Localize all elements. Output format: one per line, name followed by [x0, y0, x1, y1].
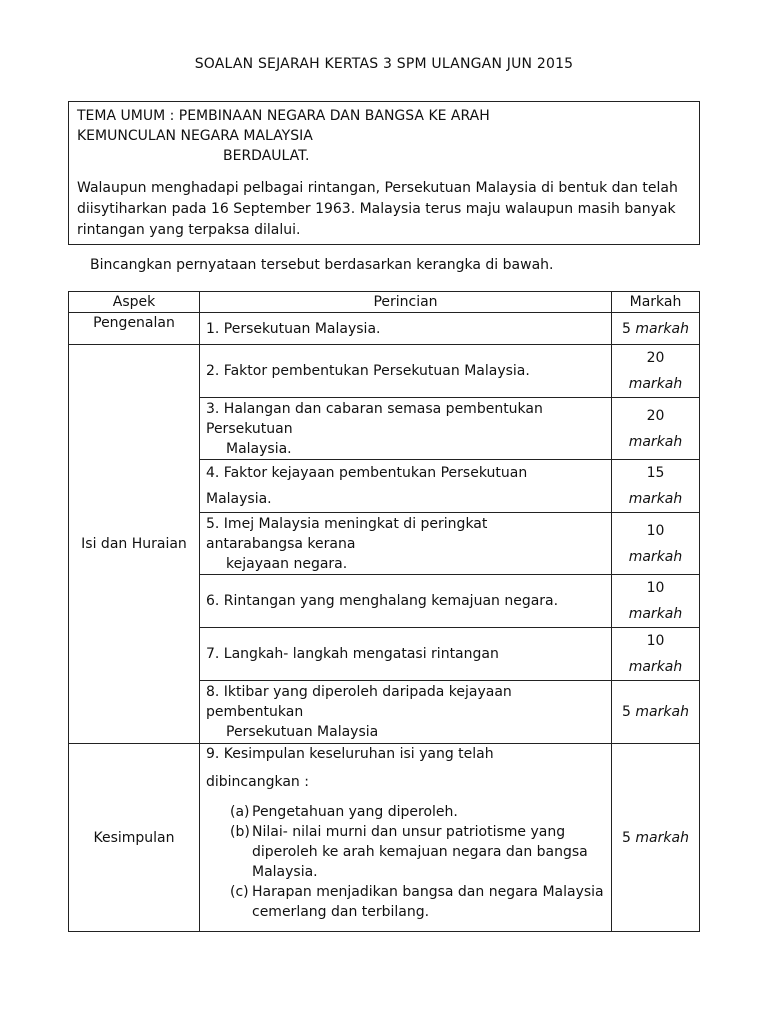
list-item-text: Nilai- nilai murni dan unsur patriotisme yang diperoleh ke arah kemajuan negara dan bangsa Malaysia. — [252, 824, 588, 880]
row-detail-line: 5. Imej Malaysia meningkat di peringkat — [206, 515, 488, 532]
list-item — [206, 822, 605, 882]
marks-unit: markah — [628, 606, 683, 622]
row-detail-line: Persekutuan — [206, 420, 293, 437]
row-detail-line: kejayaan negara. — [226, 555, 348, 572]
row-detail — [200, 398, 612, 460]
list-item-text: Harapan menjadikan bangsa dan negara Malaysia cemerlang dan terbilang. — [252, 884, 604, 920]
row-detail — [200, 460, 612, 513]
marks-number: 5 — [622, 320, 631, 337]
row-marks — [612, 460, 700, 513]
list-item-label: (b) — [230, 824, 250, 840]
row-marks — [612, 681, 700, 744]
marks-unit: markah — [635, 829, 689, 846]
marks-number: 15 — [646, 465, 665, 481]
theme-heading-line-2: KEMUNCULAN NEGARA MALAYSIA — [77, 128, 313, 144]
essay-framework-table — [68, 291, 700, 932]
row-marks — [612, 313, 700, 345]
conclusion-list — [206, 802, 605, 922]
marks-unit: markah — [628, 548, 683, 565]
row-detail-line: 7. Langkah- langkah mengatasi rintangan — [206, 646, 499, 662]
table-row — [69, 744, 700, 932]
aspect-body: Isi dan Huraian — [69, 345, 200, 744]
row-detail — [200, 513, 612, 575]
row-detail-line: 3. Halangan dan cabaran semasa pembentukan — [206, 400, 543, 417]
row-detail — [200, 628, 612, 681]
row-detail-line: 1. Persekutuan Malaysia. — [206, 320, 381, 337]
marks-number: 5 — [622, 829, 631, 846]
row-marks — [612, 744, 700, 932]
instruction-text: Bincangkan pernyataan tersebut berdasarkan kerangka di bawah. — [90, 257, 554, 273]
row-detail-line: antarabangsa kerana — [206, 535, 356, 552]
row-detail — [200, 345, 612, 398]
aspect-conclusion: Kesimpulan — [69, 744, 200, 932]
list-item — [206, 802, 605, 822]
theme-heading — [77, 106, 691, 166]
row-detail-line: pembentukan — [206, 704, 304, 720]
marks-unit: markah — [628, 659, 683, 675]
row-detail — [200, 744, 612, 932]
row-detail-line: dibincangkan : — [206, 774, 309, 790]
table-row — [69, 345, 700, 398]
marks-number: 10 — [646, 522, 665, 539]
row-detail — [200, 681, 612, 744]
marks-number: 20 — [646, 350, 665, 366]
list-item-text: Pengetahuan yang diperoleh. — [252, 804, 458, 820]
row-detail-line: 9. Kesimpulan keseluruhan isi yang telah — [206, 746, 494, 762]
row-marks — [612, 398, 700, 460]
marks-unit: markah — [628, 491, 683, 507]
marks-unit: markah — [635, 704, 689, 720]
aspect-intro: Pengenalan — [69, 313, 200, 345]
row-marks — [612, 575, 700, 628]
marks-unit: markah — [628, 433, 683, 450]
row-detail-line: 2. Faktor pembentukan Persekutuan Malaysia. — [206, 363, 530, 379]
marks-unit: markah — [635, 320, 689, 337]
row-detail-line: Malaysia. — [226, 440, 292, 457]
theme-heading-line-1: TEMA UMUM : PEMBINAAN NEGARA DAN BANGSA KE ARAH — [77, 108, 490, 124]
row-marks — [612, 628, 700, 681]
marks-number: 10 — [646, 633, 665, 649]
table-header-row — [69, 292, 700, 313]
marks-unit: markah — [628, 376, 683, 392]
row-detail — [200, 575, 612, 628]
row-detail-line: Persekutuan Malaysia — [226, 724, 379, 740]
header-perincian: Perincian — [200, 292, 612, 313]
marks-number: 10 — [646, 580, 665, 596]
theme-statement: Walaupun menghadapi pelbagai rintangan, Persekutuan Malaysia di bentuk dan telah diisytiharkan pada 16 September 1963. Malaysia terus maju walaupun masih banyak rintangan yang terpaksa dilalui. — [77, 180, 678, 238]
list-item-label: (a) — [230, 804, 250, 820]
row-detail-line: 6. Rintangan yang menghalang kemajuan negara. — [206, 593, 559, 609]
list-item-label: (c) — [230, 884, 249, 900]
marks-number: 20 — [646, 407, 665, 424]
list-item — [206, 882, 605, 922]
document-title: SOALAN SEJARAH KERTAS 3 SPM ULANGAN JUN 2015 — [194, 56, 574, 72]
table-row — [69, 313, 700, 345]
row-marks — [612, 513, 700, 575]
row-detail — [200, 313, 612, 345]
marks-number: 5 — [622, 704, 631, 720]
theme-box — [68, 101, 700, 245]
header-aspek: Aspek — [69, 292, 200, 313]
header-markah: Markah — [612, 292, 700, 313]
row-marks — [612, 345, 700, 398]
row-detail-line: 8. Iktibar yang diperoleh daripada kejayaan — [206, 684, 512, 700]
row-detail-line: Malaysia. — [206, 491, 272, 507]
row-detail-line: 4. Faktor kejayaan pembentukan Persekutuan — [206, 465, 528, 481]
theme-heading-line-3: BERDAULAT. — [223, 148, 310, 164]
